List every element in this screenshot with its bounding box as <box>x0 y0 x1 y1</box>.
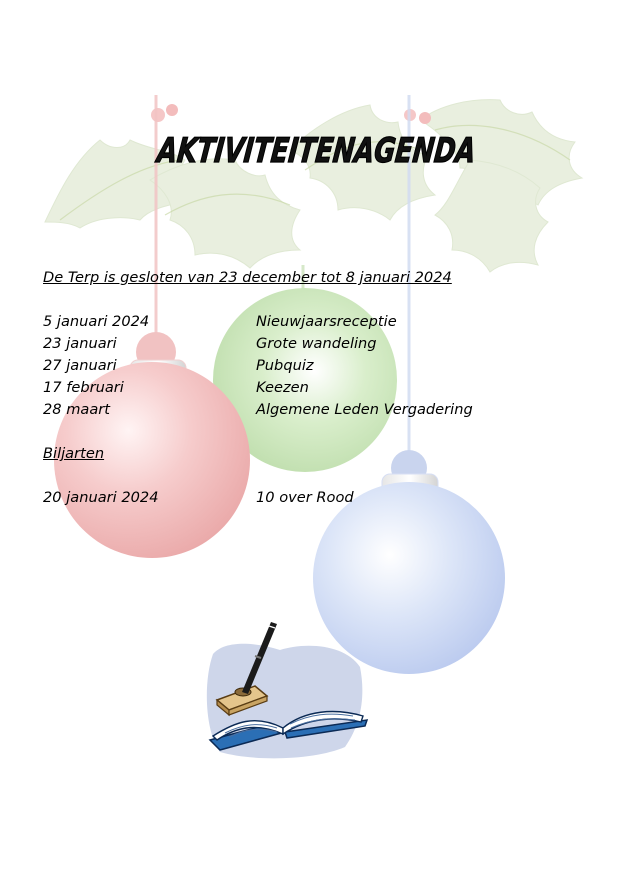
pen-and-open-book-icon <box>195 612 375 762</box>
event-name: Grote wandeling <box>256 335 377 352</box>
event-name: Pubquiz <box>256 357 314 374</box>
event-name: Algemene Leden Vergadering <box>256 401 473 418</box>
billiards-heading: Biljarten <box>43 445 105 462</box>
event-name: Nieuwjaarsreceptie <box>256 313 397 330</box>
closure-notice: De Terp is gesloten van 23 december tot 8 januari 2024 <box>43 269 452 286</box>
document-title <box>150 118 582 174</box>
event-date: 27 januari <box>43 357 117 374</box>
event-date: 17 februari <box>43 379 124 396</box>
event-date: 23 januari <box>43 335 117 352</box>
event-name: Keezen <box>256 379 309 396</box>
billiards-date: 20 januari 2024 <box>43 489 159 506</box>
billiards-name: 10 over Rood <box>256 489 354 506</box>
event-date: 28 maart <box>43 401 111 418</box>
title-text: AKTIVITEITENAGENDA <box>155 131 582 171</box>
event-date: 5 januari 2024 <box>43 313 150 330</box>
